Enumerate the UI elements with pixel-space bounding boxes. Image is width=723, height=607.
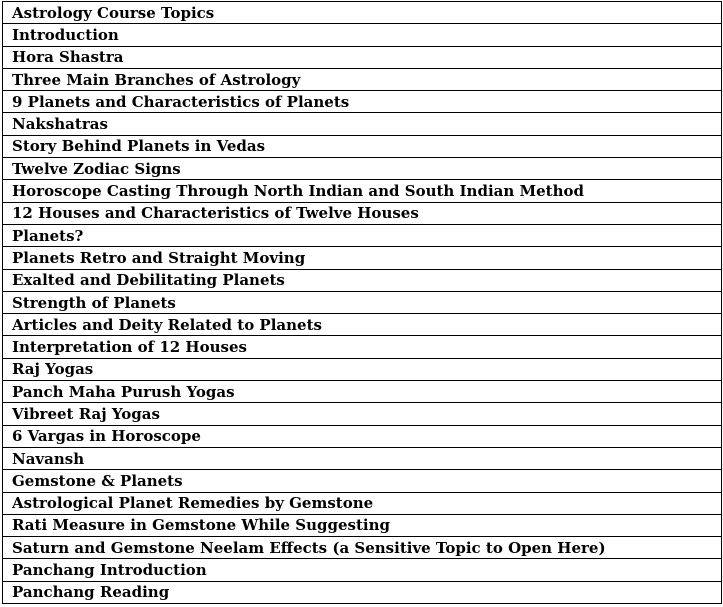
topics-table-body xyxy=(3,2,722,604)
table-row xyxy=(3,46,722,68)
table-row xyxy=(3,537,722,559)
topics-table xyxy=(2,1,722,604)
table-row xyxy=(3,336,722,358)
table-row xyxy=(3,492,722,514)
table-cell: Planets Retro and Straight Moving xyxy=(3,247,722,269)
table-cell: 9 Planets and Characteristics of Planets xyxy=(3,91,722,113)
table-cell: Articles and Deity Related to Planets xyxy=(3,314,722,336)
table-row xyxy=(3,581,722,603)
table-row xyxy=(3,403,722,425)
table-row xyxy=(3,180,722,202)
table-cell: Panchang Introduction xyxy=(3,559,722,581)
table-cell: Astrological Planet Remedies by Gemstone xyxy=(3,492,722,514)
table-cell: Navansh xyxy=(3,447,722,469)
table-cell: Hora Shastra xyxy=(3,46,722,68)
table-cell: 6 Vargas in Horoscope xyxy=(3,425,722,447)
table-row xyxy=(3,559,722,581)
table-row xyxy=(3,381,722,403)
table-cell: Three Main Branches of Astrology xyxy=(3,68,722,90)
table-row xyxy=(3,68,722,90)
table-cell: Vibreet Raj Yogas xyxy=(3,403,722,425)
table-row xyxy=(3,269,722,291)
table-row-header xyxy=(3,2,722,24)
table-row xyxy=(3,314,722,336)
table-cell: 12 Houses and Characteristics of Twelve Houses xyxy=(3,202,722,224)
table-row xyxy=(3,158,722,180)
table-row xyxy=(3,24,722,46)
table-cell: Panchang Reading xyxy=(3,581,722,603)
table-cell: Strength of Planets xyxy=(3,291,722,313)
table-row xyxy=(3,425,722,447)
table-cell: Exalted and Debilitating Planets xyxy=(3,269,722,291)
table-cell: Rati Measure in Gemstone While Suggesting xyxy=(3,514,722,536)
table-cell: Gemstone & Planets xyxy=(3,470,722,492)
table-cell: Story Behind Planets in Vedas xyxy=(3,135,722,157)
table-row xyxy=(3,202,722,224)
table-row xyxy=(3,470,722,492)
table-cell: Horoscope Casting Through North Indian and South Indian Method xyxy=(3,180,722,202)
table-cell: Nakshatras xyxy=(3,113,722,135)
table-cell: Panch Maha Purush Yogas xyxy=(3,381,722,403)
table-cell: Planets? xyxy=(3,224,722,246)
table-cell: Saturn and Gemstone Neelam Effects (a Sensitive Topic to Open Here) xyxy=(3,537,722,559)
table-row xyxy=(3,291,722,313)
table-row xyxy=(3,113,722,135)
table-cell: Introduction xyxy=(3,24,722,46)
table-row xyxy=(3,447,722,469)
table-row xyxy=(3,135,722,157)
table-cell: Twelve Zodiac Signs xyxy=(3,158,722,180)
table-row xyxy=(3,514,722,536)
table-row xyxy=(3,224,722,246)
table-row xyxy=(3,247,722,269)
table-cell: Interpretation of 12 Houses xyxy=(3,336,722,358)
table-header-cell: Astrology Course Topics xyxy=(3,2,722,24)
table-row xyxy=(3,358,722,380)
table-cell: Raj Yogas xyxy=(3,358,722,380)
table-row xyxy=(3,91,722,113)
